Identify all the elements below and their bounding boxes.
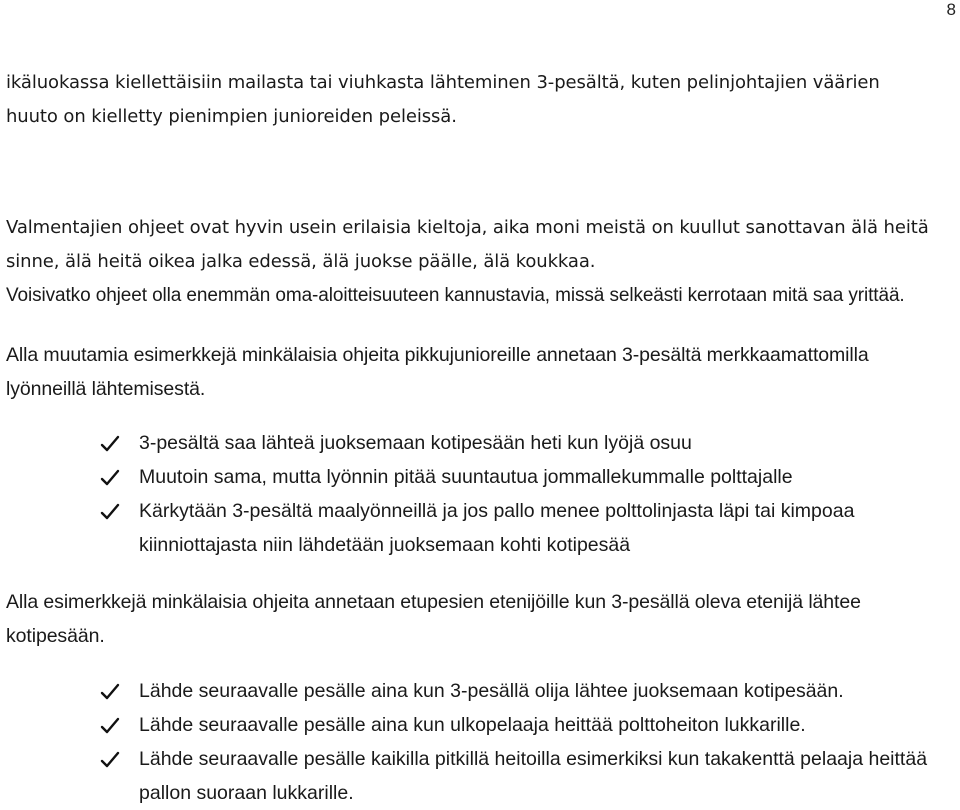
list-item (0, 708, 951, 742)
check-mark-icon (100, 742, 122, 776)
list-item-text: Lähde seuraavalle pesälle aina kun ulkopelaaja heittää polttoheiton lukkarille. (139, 714, 806, 736)
list-item-text: 3-pesältä saa lähteä juoksemaan kotipesään heti kun lyöjä osuu (139, 432, 692, 454)
list-item (0, 426, 951, 460)
page-number: 8 (946, 0, 956, 19)
list-item-text: Lähde seuraavalle pesälle aina kun 3-pesällä olija lähtee juoksemaan kotipesään. (139, 680, 844, 702)
list-item (0, 742, 951, 810)
list-item-text: Muutoin sama, mutta lyönnin pitää suuntautua jommallekummalle polttajalle (139, 466, 793, 488)
checklist-third-base (0, 426, 951, 562)
check-mark-icon (100, 426, 122, 460)
list-item-text: Lähde seuraavalle pesälle kaikilla pitkillä heitoilla esimerkiksi kun takakenttä pelaaja heittää pallon suoraan lukkarille. (139, 748, 928, 804)
paragraph-intro-continuation: ikäluokassa kiellettäisiin mailasta tai viuhkasta lähteminen 3-pesältä, kuten pelinjohtajien väärien huuto on kielletty pienimpien junioreiden peleissä. (6, 72, 880, 127)
list-item (0, 674, 951, 708)
list-item (0, 494, 951, 562)
paragraph-coach-instructions: Valmentajien ohjeet ovat hyvin usein erilaisia kieltoja, aika moni meistä on kuullut sanottavan älä heitä sinne, älä heitä oikea jalka edessä, älä juokse päälle, älä koukkaa. (6, 217, 929, 272)
paragraph-front-base-examples-intro: Alla esimerkkejä minkälaisia ohjeita annetaan etupesien etenijöille kun 3-pesällä oleva etenijä lähtee kotipesään. (6, 591, 861, 647)
paragraph-encouragement: Voisivatko ohjeet olla enemmän oma-aloitteisuuteen kannustavia, missä selkeästi kerrotaan mitä saa yrittää. (6, 285, 905, 306)
paragraph-third-base-examples-intro: Alla muutamia esimerkkejä minkälaisia ohjeita pikkujunioreille annetaan 3-pesältä merkkaamattomilla lyönneillä lähtemisestä. (6, 344, 869, 400)
checklist-front-bases (0, 674, 951, 810)
check-mark-icon (100, 494, 122, 528)
list-item (0, 460, 951, 494)
list-item-text: Kärkytään 3-pesältä maalyönneillä ja jos pallo menee polttolinjasta läpi tai kimpoaa kiinniottajasta niin lähdetään juoksemaan kohti kotipesää (139, 500, 855, 556)
check-mark-icon (100, 674, 122, 708)
check-mark-icon (100, 708, 122, 742)
check-mark-icon (100, 460, 122, 494)
